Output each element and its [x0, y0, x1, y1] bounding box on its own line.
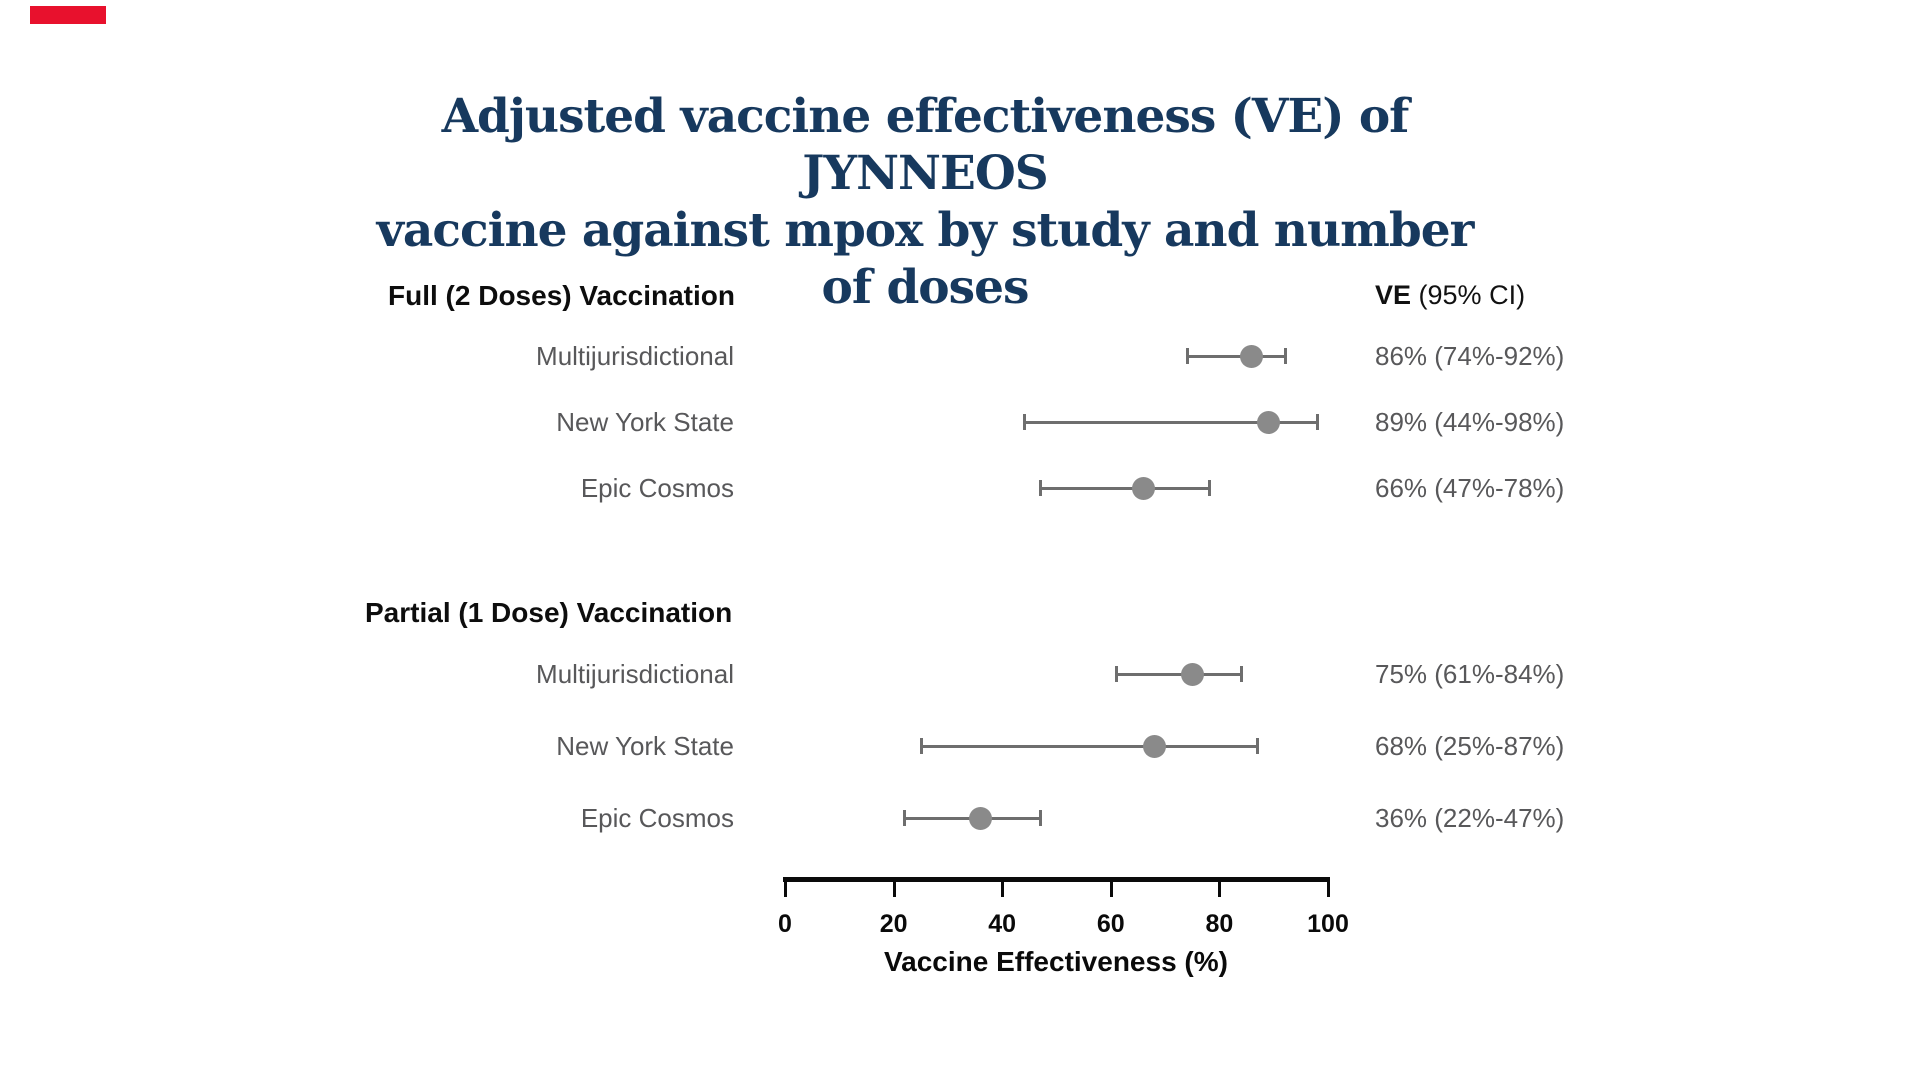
ve-ci-value: 66% (47%-78%) — [1375, 473, 1565, 503]
ci-cap-high — [1039, 810, 1042, 826]
study-label: Multijurisdictional — [536, 341, 734, 371]
ci-cap-high — [1316, 414, 1319, 430]
ve-point-dot — [1132, 477, 1155, 500]
x-axis-tick-label: 60 — [1096, 910, 1125, 938]
x-axis-tick — [893, 882, 896, 897]
x-axis-tick-label: 40 — [988, 910, 1017, 938]
study-label: New York State — [556, 407, 734, 437]
x-axis-tick-label: 80 — [1205, 910, 1234, 938]
x-axis-tick — [1327, 882, 1330, 897]
ci-cap-low — [1115, 666, 1118, 682]
ci-cap-low — [1023, 414, 1026, 430]
x-axis-line — [783, 877, 1330, 882]
ve-header-rest: (95% CI) — [1411, 280, 1526, 310]
ve-ci-value: 89% (44%-98%) — [1375, 407, 1565, 437]
ve-ci-column-header — [1375, 279, 1525, 311]
ve-ci-value: 75% (61%-84%) — [1375, 659, 1565, 689]
ve-ci-value: 68% (25%-87%) — [1375, 731, 1565, 761]
ci-whisker — [1116, 673, 1241, 676]
ci-cap-low — [1039, 480, 1042, 496]
ci-cap-low — [1186, 348, 1189, 364]
ve-ci-value: 36% (22%-47%) — [1375, 803, 1565, 833]
ve-ci-value: 86% (74%-92%) — [1375, 341, 1565, 371]
ci-cap-low — [920, 738, 923, 754]
ve-point-dot — [1257, 411, 1280, 434]
ve-point-dot — [1143, 735, 1166, 758]
study-label: New York State — [556, 731, 734, 761]
ve-point-dot — [1240, 345, 1263, 368]
ci-cap-high — [1284, 348, 1287, 364]
x-axis-tick-label: 100 — [1307, 910, 1349, 938]
ci-cap-low — [903, 810, 906, 826]
ci-whisker — [1040, 487, 1208, 490]
group-header: Full (2 Doses) Vaccination — [388, 280, 735, 311]
group-header: Partial (1 Dose) Vaccination — [365, 597, 733, 628]
x-axis-tick-label: 20 — [879, 910, 908, 938]
study-label: Multijurisdictional — [536, 659, 734, 689]
study-label: Epic Cosmos — [580, 473, 734, 503]
page-title-line2: vaccine against mpox by study and number of doses — [376, 203, 1474, 315]
ci-cap-high — [1256, 738, 1259, 754]
x-axis-tick — [1001, 882, 1004, 897]
x-axis-tick — [784, 882, 787, 897]
ci-cap-high — [1240, 666, 1243, 682]
study-label: Epic Cosmos — [580, 803, 734, 833]
ci-whisker — [921, 745, 1258, 748]
ve-point-dot — [1181, 663, 1204, 686]
ve-header-bold: VE — [1375, 280, 1412, 310]
x-axis-tick-label: 0 — [778, 910, 792, 938]
x-axis-title: Vaccine Effectiveness (%) — [884, 946, 1228, 977]
x-axis-tick — [1218, 882, 1221, 897]
ci-cap-high — [1208, 480, 1211, 496]
red-marker-bar — [30, 6, 106, 24]
ci-whisker — [1187, 355, 1285, 358]
ve-point-dot — [969, 807, 992, 830]
x-axis-tick — [1110, 882, 1113, 897]
page-title-line1: Adjusted vaccine effectiveness (VE) of JYNNEOS — [441, 89, 1409, 201]
